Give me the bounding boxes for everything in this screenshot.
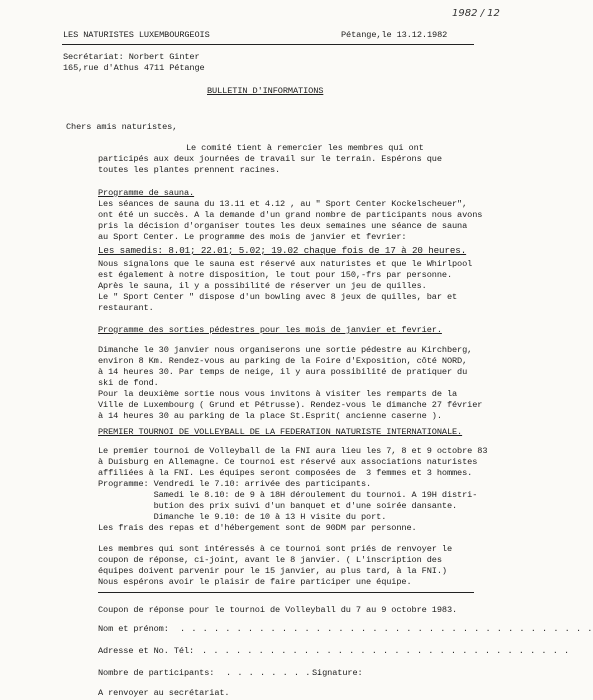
walks-line-7: à 14 heures 30 au parking de la place St.Esprit( ancienne caserne ). (98, 411, 442, 421)
intro-line-1: Le comité tient à remercier les membres qui ont (186, 143, 424, 153)
intro-line-3: toutes les plantes prennent racines. (98, 165, 281, 175)
signup-line-3: équipes doivent parvenir pour le 15 janvier, au plus tard, à la FNI.) (98, 566, 447, 576)
volleyball-line-8: Les frais des repas et d'hébergement sont de 90DM par personne. (98, 523, 417, 533)
name-field[interactable]: . . . . . . . . . . . . . . . . . . . . . . . . . . . . . . . . . . . . . (180, 624, 593, 634)
walks-line-3: à 14 heures 30. Par temps de neige, il y aura possibilité de pratiquer du (98, 367, 468, 377)
place-date: Pétange,le 13.12.1982 (341, 30, 448, 40)
return-note: A renvoyer au secrétariat. (98, 688, 230, 698)
address-label: Adresse et No. Tél: (98, 646, 195, 656)
header-rule (62, 44, 474, 45)
handwritten-reference: 1982 / 12 (452, 8, 500, 19)
volleyball-line-4: Programme: Vendredi le 7.10: arrivée des participants. (98, 479, 372, 489)
walks-line-4: ski de fond. (98, 378, 159, 388)
volleyball-line-6: bution des prix suivi d'un banquet et d'une soirée dansante. (98, 501, 458, 511)
secretary: Secrétariat: Norbert Ginter (63, 52, 200, 62)
participants-field[interactable]: . . . . . . . . . (226, 668, 323, 678)
walks-line-1: Dimanche le 30 janvier nous organiserons une sortie pédestre au Kirchberg, (98, 345, 473, 355)
sauna-line-5: Nous signalons que le sauna est réservé aux naturistes et que le Whirlpool (98, 259, 473, 269)
sauna-heading: Programme de sauna. (98, 188, 195, 198)
sauna-line-4: au Sport Center. Le programme des mois de janvier et fevrier: (98, 232, 407, 242)
sauna-line-1: Les séances de sauna du 13.11 et 4.12 , au " Sport Center Kockelscheuer", (98, 199, 468, 209)
volleyball-line-3: affiliées à la FNI. Les équipes seront composées de 3 femmes et 3 hommes. (98, 468, 473, 478)
volleyball-line-7: Dimanche le 9.10: de 10 à 13 H visite du port. (98, 512, 387, 522)
signature-label: Signature: (312, 668, 363, 678)
name-label: Nom et prénom: (98, 624, 169, 634)
signup-line-4: Nous espérons avoir le plaisir de faire participer une équipe. (98, 577, 412, 587)
sauna-line-7: Après le sauna, il y a possibilité de réserver un jeu de quilles. (98, 281, 427, 291)
participants-label: Nombre de participants: (98, 668, 215, 678)
volleyball-line-2: à Duisburg en Allemagne. Ce tournoi est réservé aux associations naturistes (98, 457, 478, 467)
sauna-line-8: Le " Sport Center " dispose d'un bowling avec 8 jeux de quilles, bar et (98, 292, 458, 302)
sauna-line-2: ont été un succès. A la demande d'un grand nombre de participants nous avons (98, 210, 483, 220)
address-field[interactable]: . . . . . . . . . . . . . . . . . . . . . . . . . . . . . . . . . (202, 646, 570, 656)
greeting: Chers amis naturistes, (66, 122, 178, 132)
walks-line-2: environ 8 Km. Rendez-vous au parking de la Foire d'Exposition, côté NORD, (98, 356, 468, 366)
volleyball-line-1: Le premier tournoi de Volleyball de la FNI aura lieu les 7, 8 et 9 octobre 83 (98, 446, 488, 456)
volleyball-line-5: Samedi le 8.10: de 9 à 18H déroulement du tournoi. A 19H distri- (98, 490, 478, 500)
sauna-dates: Les samedis: 8.01; 22.01; 5.02; 19.02 chaque fois de 17 à 20 heures. (98, 245, 467, 256)
sauna-line-6: est également à notre disposition, le tout pour 150,-frs par personne. (98, 270, 452, 280)
signup-line-1: Les membres qui sont intéressés à ce tournoi sont priés de renvoyer le (98, 544, 452, 554)
org-name: LES NATURISTES LUXEMBOURGEOIS (63, 30, 210, 40)
secretary-address: 165,rue d'Athus 4711 Pétange (63, 63, 205, 73)
signup-line-2: coupon de réponse, ci-joint, avant le 8 janvier. ( L'inscription des (98, 555, 442, 565)
walks-line-5: Pour la deuxième sortie nous vous invitons à visiter les remparts de la (98, 389, 458, 399)
coupon-title: Coupon de réponse pour le tournoi de Volleyball du 7 au 9 octobre 1983. (98, 605, 458, 615)
intro-line-2: participés aux deux journées de travail sur le terrain. Espérons que (98, 154, 442, 164)
walks-heading: Programme des sorties pédestres pour les mois de janvier et fevrier. (98, 325, 442, 335)
coupon-separator (98, 592, 474, 593)
sauna-line-9: restaurant. (98, 303, 154, 313)
sauna-line-3: pris la décision d'organiser toutes les deux semaines une séance de sauna (98, 221, 468, 231)
bulletin-title: BULLETIN D'INFORMATIONS (207, 86, 324, 96)
volleyball-heading: PREMIER TOURNOI DE VOLLEYBALL DE LA FEDERATION NATURISTE INTERNATIONALE. (98, 427, 463, 437)
walks-line-6: Ville de Luxembourg ( Grund et Pétrusse). Rendez-vous le dimanche 27 février (98, 400, 483, 410)
